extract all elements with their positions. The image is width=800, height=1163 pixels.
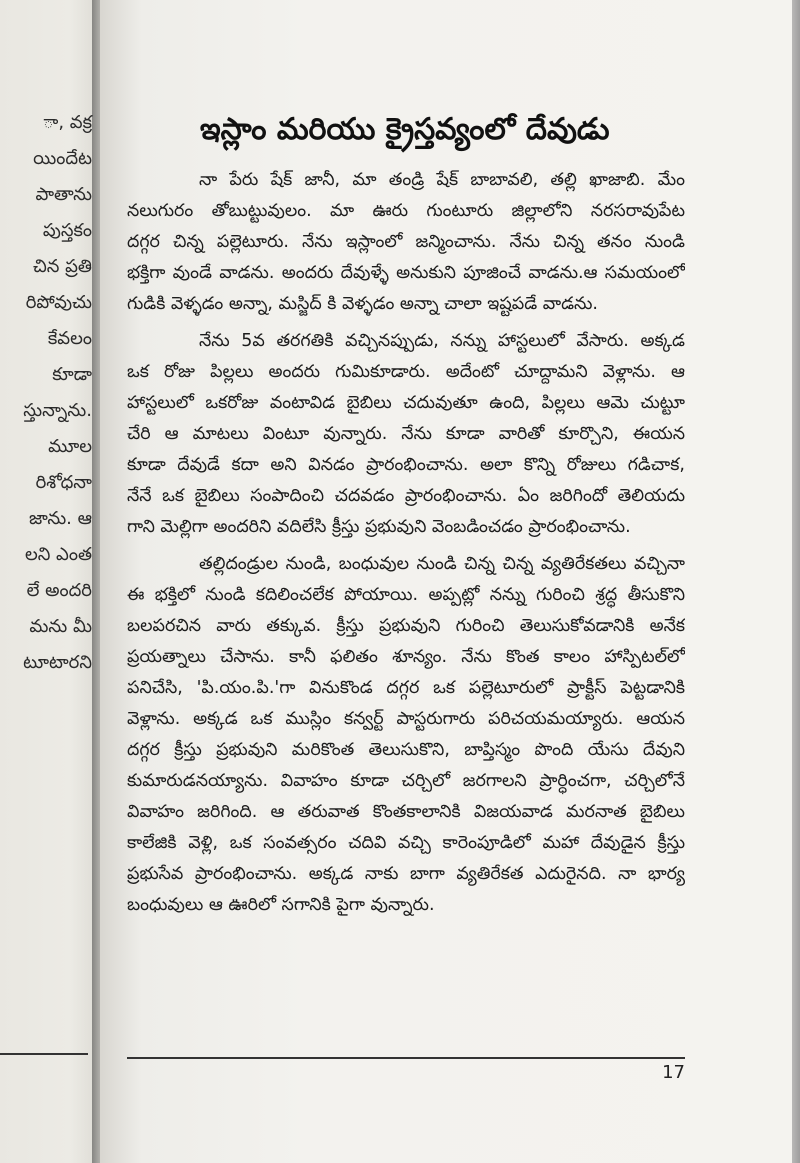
- text-line: నేను 5వ తరగతికి వచ్చినప్పుడు, నన్ను హాస్టలులో వేసారు. అక్కడ: [199, 331, 685, 351]
- text-line: నలుగురం తోబుట్టువులం. మా ఊరు గుంటూరు జిల్లాలోని నరసరావుపేట: [127, 201, 685, 221]
- page-title: ఇస్లాం మరియు క్రైస్తవ్యంలో దేవుడు: [200, 112, 610, 147]
- text-line: కూడా దేవుడే కదా అని వినడం ప్రారంభించాను. అలా కొన్ని రోజులు గడిచాక,: [127, 455, 685, 475]
- text-line: పనిచేసి, 'పి.యం.పి.'గా వినుకొండ దగ్గర ఒక పల్లెటూరులో ప్రాక్టీస్ పెట్టడానికి: [127, 678, 685, 698]
- left-page-fragment: కేవలం: [47, 328, 92, 349]
- text-line: ప్రభుసేవ ప్రారంభించాను. అక్కడ నాకు బాగా వ్యతిరేకత ఎదురైనది. నా భార్య: [127, 864, 685, 884]
- text-line: కుమారుడనయ్యాను. వివాహం కూడా చర్చిలో జరగాలని ప్రార్ధించగా, చర్చిలోనే: [127, 771, 685, 791]
- left-page-fragment: పుస్తకం: [42, 220, 92, 241]
- text-line: నేనే ఒక బైబిలు సంపాదించి చదవడం ప్రారంభించాను. ఏం జరిగిందో తెలియదు: [127, 486, 685, 506]
- text-line: వివాహం జరిగింది. ఆ తరువాత కొంతకాలానికి విజయవాడ మరనాత బైబిలు: [127, 802, 685, 822]
- left-page-rule: [0, 1053, 88, 1055]
- text-line: దగ్గర చిన్న పల్లెటూరు. నేను ఇస్లాంలో జన్మించాను. నేను చిన్న తనం నుండి: [127, 232, 685, 252]
- left-page-fragment: జాను. ఆ: [29, 508, 92, 529]
- text-line: చేరి ఆ మాటలు వింటూ వున్నారు. నేను కూడా వారితో కూర్చొని, ఈయన: [127, 424, 685, 444]
- page-edge: [792, 0, 800, 1163]
- text-line: గాని మెల్లిగా అందరిని వదిలేసి క్రీస్తు ప్రభువుని వెంబడించడం ప్రారంభించాను.: [127, 517, 631, 537]
- left-page-fragment: టూటారని: [23, 652, 92, 673]
- paragraph: [127, 165, 685, 320]
- text-line: దగ్గర క్రీస్తు ప్రభువుని మరికొంత తెలుసుకొని, బాప్తిస్మం పొంది యేసు దేవుని: [127, 740, 685, 760]
- page-body: [127, 165, 685, 921]
- left-page-fragment: మూల: [48, 436, 92, 457]
- left-page-fragment: లే అందరి: [26, 580, 92, 601]
- left-page-fragment: యిందేట: [33, 148, 92, 169]
- paragraph: [127, 326, 685, 543]
- text-line: ప్రయత్నాలు చేసాను. కానీ ఫలితం శూన్యం. నేను కొంత కాలం హాస్పిటల్‌లో: [127, 647, 685, 667]
- footer-rule: [127, 1057, 685, 1059]
- left-page-fragment: కూడా: [52, 364, 92, 385]
- text-line: నా పేరు షేక్ జానీ, మా తండ్రి షేక్ బాబావలి, తల్లి ఖాజాబి. మేం: [199, 170, 685, 190]
- left-page-fragment: రిశోధనా: [35, 472, 92, 493]
- left-page-fragment: పాతాను: [35, 184, 92, 205]
- left-page-fragment: ా, వక్ర: [43, 112, 92, 133]
- text-line: వెళ్లాను. అక్కడ ఒక ముస్లిం కన్వర్ట్ పాస్టరుగారు పరిచయమయ్యారు. ఆయన: [127, 709, 685, 729]
- text-line: హాస్టలులో ఒకరోజు వంటావిడ బైబిలు చదువుతూ ఉంది, పిల్లలు ఆమె చుట్టూ: [127, 393, 685, 413]
- text-line: బలపరచిన వారు తక్కువ. క్రీస్తు ప్రభువుని గురించి తెలుసుకోవడానికి అనేక: [127, 616, 685, 636]
- paragraph: [127, 549, 685, 921]
- text-line: ఒక రోజు పిల్లలు అందరు గుమికూడారు. అదేంటో చూద్దామని వెళ్లాను. ఆ: [127, 362, 685, 382]
- left-page-fragment: చిన ప్రతి: [32, 256, 92, 277]
- text-line: తల్లిదండ్రుల నుండి, బంధువుల నుండి చిన్న చిన్న వ్యతిరేకతలు వచ్చినా: [199, 554, 685, 574]
- text-line: ఈ భక్తిలో నుండి కదిలించలేక పోయాయి. అప్పట్లో నన్ను గురించి శ్రద్ధ తీసుకొని: [127, 585, 685, 605]
- left-page-fragment: రిపోవుచు: [25, 292, 92, 313]
- text-line: బంధువులు ఆ ఊరిలో సగానికి పైగా వున్నారు.: [127, 895, 435, 915]
- text-line: గుడికి వెళ్ళడం అన్నా, మస్జిద్ కి వెళ్ళడం అన్నా చాలా ఇష్టపడే వాడను.: [127, 294, 598, 314]
- text-line: కాలేజికి వెళ్లి, ఒక సంవత్సరం చదివి వచ్చి కారెంపూడిలో మహా దేవుడైన క్రీస్తు: [127, 833, 685, 853]
- left-page: [0, 0, 100, 1163]
- page-number: 17: [662, 1062, 685, 1083]
- left-page-fragment: లని ఎంత: [24, 544, 92, 565]
- text-line: భక్తిగా వుండే వాడను. అందరు దేవుళ్ళే అనుకుని పూజించే వాడను.ఆ సమయంలో: [127, 263, 685, 283]
- left-page-fragment: స్తున్నాను.: [23, 400, 92, 421]
- left-page-fragment: మను మీ: [29, 616, 92, 637]
